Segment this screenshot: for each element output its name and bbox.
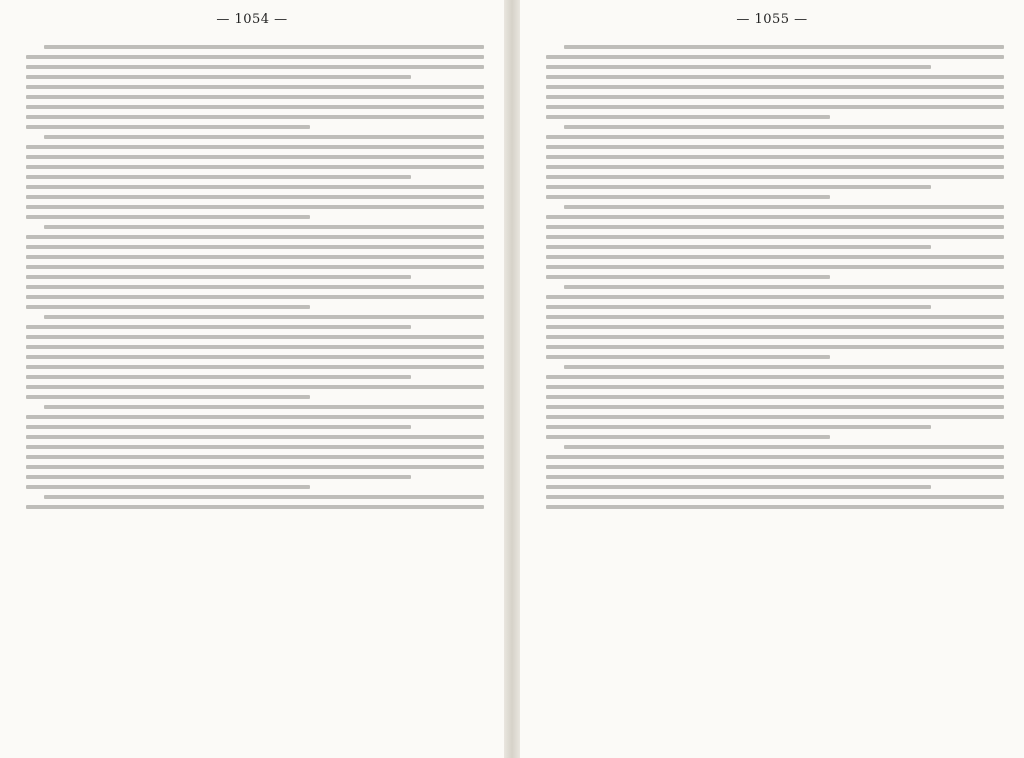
text-line-placeholder <box>44 405 484 409</box>
text-line-placeholder <box>26 325 411 329</box>
left-page <box>0 0 504 758</box>
text-line-placeholder <box>26 245 484 249</box>
text-line-placeholder <box>26 215 310 219</box>
text-line-placeholder <box>26 505 484 509</box>
text-line-placeholder <box>546 65 931 69</box>
text-line-placeholder <box>546 165 1004 169</box>
text-line-placeholder <box>546 215 1004 219</box>
text-line-placeholder <box>546 115 830 119</box>
text-line-placeholder <box>546 465 1004 469</box>
text-line-placeholder <box>546 395 1004 399</box>
text-line-placeholder <box>564 365 1004 369</box>
text-line-placeholder <box>546 105 1004 109</box>
text-line-placeholder <box>26 395 310 399</box>
text-line-placeholder <box>546 185 931 189</box>
text-line-placeholder <box>546 195 830 199</box>
text-line-placeholder <box>26 365 484 369</box>
text-line-placeholder <box>26 255 484 259</box>
text-line-placeholder <box>26 185 484 189</box>
text-line-placeholder <box>26 455 484 459</box>
text-line-placeholder <box>26 155 484 159</box>
text-line-placeholder <box>546 385 1004 389</box>
text-line-placeholder <box>546 375 1004 379</box>
text-line-placeholder <box>546 175 1004 179</box>
text-line-placeholder <box>26 265 484 269</box>
text-line-placeholder <box>546 305 931 309</box>
text-line-placeholder <box>546 255 1004 259</box>
text-line-placeholder <box>26 55 484 59</box>
book-gutter <box>504 0 520 758</box>
text-line-placeholder <box>26 445 484 449</box>
text-line-placeholder <box>546 485 931 489</box>
text-line-placeholder <box>546 435 830 439</box>
text-line-placeholder <box>26 295 484 299</box>
text-line-placeholder <box>546 155 1004 159</box>
text-line-placeholder <box>26 415 484 419</box>
text-line-placeholder <box>26 345 484 349</box>
text-line-placeholder <box>546 85 1004 89</box>
text-line-placeholder <box>26 335 484 339</box>
text-line-placeholder <box>546 425 931 429</box>
text-line-placeholder <box>546 295 1004 299</box>
text-line-placeholder <box>546 355 830 359</box>
text-line-placeholder <box>26 275 411 279</box>
text-line-placeholder <box>44 495 484 499</box>
text-line-placeholder <box>44 45 484 49</box>
text-line-placeholder <box>26 65 484 69</box>
text-line-placeholder <box>26 235 484 239</box>
text-line-placeholder <box>26 125 310 129</box>
text-line-placeholder <box>546 315 1004 319</box>
text-line-placeholder <box>546 225 1004 229</box>
text-line-placeholder <box>546 275 830 279</box>
text-line-placeholder <box>546 245 931 249</box>
text-line-placeholder <box>564 445 1004 449</box>
text-line-placeholder <box>546 415 1004 419</box>
text-line-placeholder <box>26 285 484 289</box>
text-line-placeholder <box>546 505 1004 509</box>
right-page <box>520 0 1024 758</box>
text-line-placeholder <box>546 345 1004 349</box>
text-line-placeholder <box>26 145 484 149</box>
text-line-placeholder <box>546 75 1004 79</box>
text-line-placeholder <box>546 455 1004 459</box>
text-line-placeholder <box>564 285 1004 289</box>
right-page-text <box>546 40 1004 740</box>
text-line-placeholder <box>26 105 484 109</box>
text-line-placeholder <box>564 45 1004 49</box>
text-line-placeholder <box>26 355 484 359</box>
text-line-placeholder <box>546 495 1004 499</box>
text-line-placeholder <box>546 475 1004 479</box>
left-page-text <box>26 40 484 740</box>
text-line-placeholder <box>546 145 1004 149</box>
text-line-placeholder <box>546 55 1004 59</box>
text-line-placeholder <box>26 175 411 179</box>
text-line-placeholder <box>546 95 1004 99</box>
text-line-placeholder <box>546 235 1004 239</box>
right-page-number: — 1055 — <box>736 12 808 27</box>
text-line-placeholder <box>44 225 484 229</box>
text-line-placeholder <box>26 305 310 309</box>
text-line-placeholder <box>26 385 484 389</box>
text-line-placeholder <box>564 205 1004 209</box>
text-line-placeholder <box>26 85 484 89</box>
text-line-placeholder <box>564 125 1004 129</box>
text-line-placeholder <box>26 435 484 439</box>
text-line-placeholder <box>26 465 484 469</box>
text-line-placeholder <box>26 95 484 99</box>
text-line-placeholder <box>44 315 484 319</box>
text-line-placeholder <box>26 115 484 119</box>
text-line-placeholder <box>546 135 1004 139</box>
text-line-placeholder <box>546 405 1004 409</box>
text-line-placeholder <box>26 195 484 199</box>
text-line-placeholder <box>44 135 484 139</box>
text-line-placeholder <box>26 485 310 489</box>
text-line-placeholder <box>26 75 411 79</box>
text-line-placeholder <box>546 335 1004 339</box>
text-line-placeholder <box>26 375 411 379</box>
text-line-placeholder <box>546 325 1004 329</box>
text-line-placeholder <box>26 425 411 429</box>
text-line-placeholder <box>546 265 1004 269</box>
text-line-placeholder <box>26 165 484 169</box>
left-page-number: — 1054 — <box>216 12 288 27</box>
text-line-placeholder <box>26 475 411 479</box>
text-line-placeholder <box>26 205 484 209</box>
